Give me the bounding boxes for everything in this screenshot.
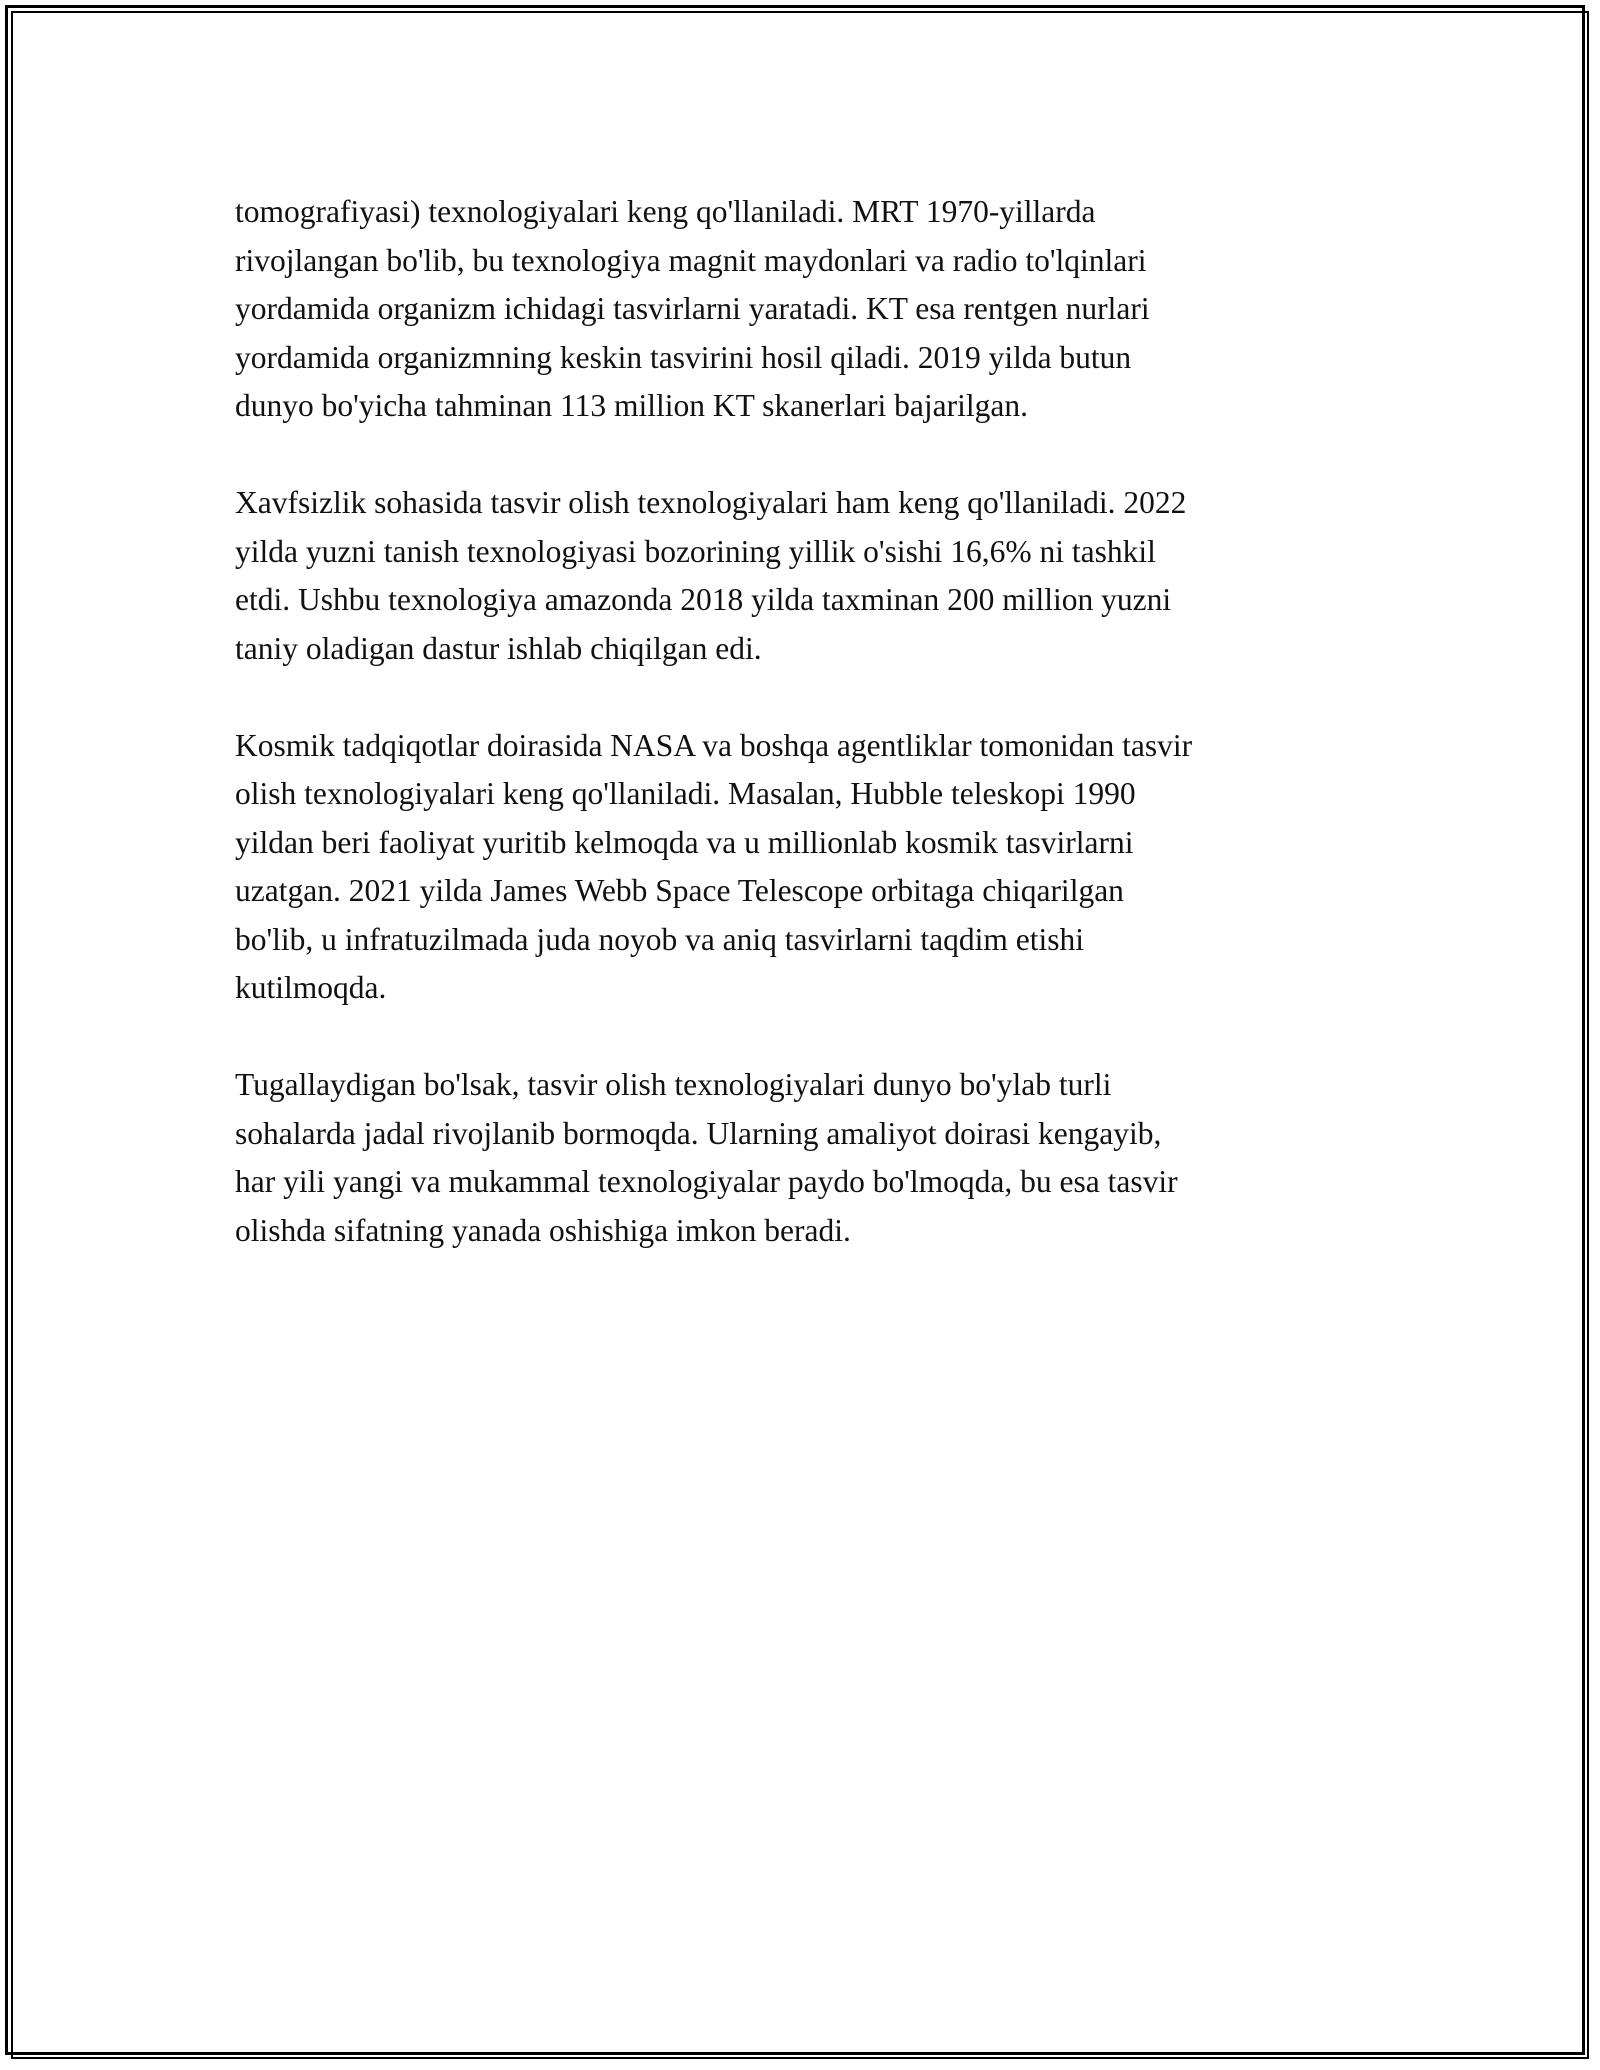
paragraph-security-imaging: Xavfsizlik sohasida tasvir olish texnologiyalari ham keng qo'llaniladi. 2022 yilda yuzni tanish texnologiyasi bozorining yillik o'sishi 16,6% ni tashkil etdi. Ushbu texnologiya amazonda 2018 yilda taxminan 200 million yuzni taniy oladigan dastur ishlab chiqilgan edi. xyxy=(235,485,1187,666)
document-body xyxy=(235,188,1375,1304)
paragraph-medical-imaging: tomografiyasi) texnologiyalari keng qo'llaniladi. MRT 1970-yillarda rivojlangan bo'lib, bu texnologiya magnit maydonlari va radio to'lqinlari yordamida organizm ichidagi tasvirlarni yaratadi. KT esa rentgen nurlari yordamida organizmning keskin tasvirini hosil qiladi. 2019 yilda butun dunyo bo'yicha tahminan 113 million KT skanerlari bajarilgan. xyxy=(235,194,1150,423)
paragraph-space-imaging: Kosmik tadqiqotlar doirasida NASA va boshqa agentliklar tomonidan tasvir olish texnologiyalari keng qo'llaniladi. Masalan, Hubble teleskopi 1990 yildan beri faoliyat yuritib kelmoqda va u millionlab kosmik tasvirlarni uzatgan. 2021 yilda James Webb Space Telescope orbitaga chiqarilgan bo'lib, u infratuzilmada juda noyob va aniq tasvirlarni taqdim etishi kutilmoqda. xyxy=(235,727,1193,1005)
paragraph-conclusion: Tugallaydigan bo'lsak, tasvir olish texnologiyalari dunyo bo'ylab turli sohalarda jadal rivojlanib bormoqda. Ularning amaliyot doirasi kengayib, har yili yangi va mukammal texnologiyalar paydo bo'lmoqda, bu esa tasvir olishda sifatning yanada oshishiga imkon beradi. xyxy=(235,1067,1178,1248)
